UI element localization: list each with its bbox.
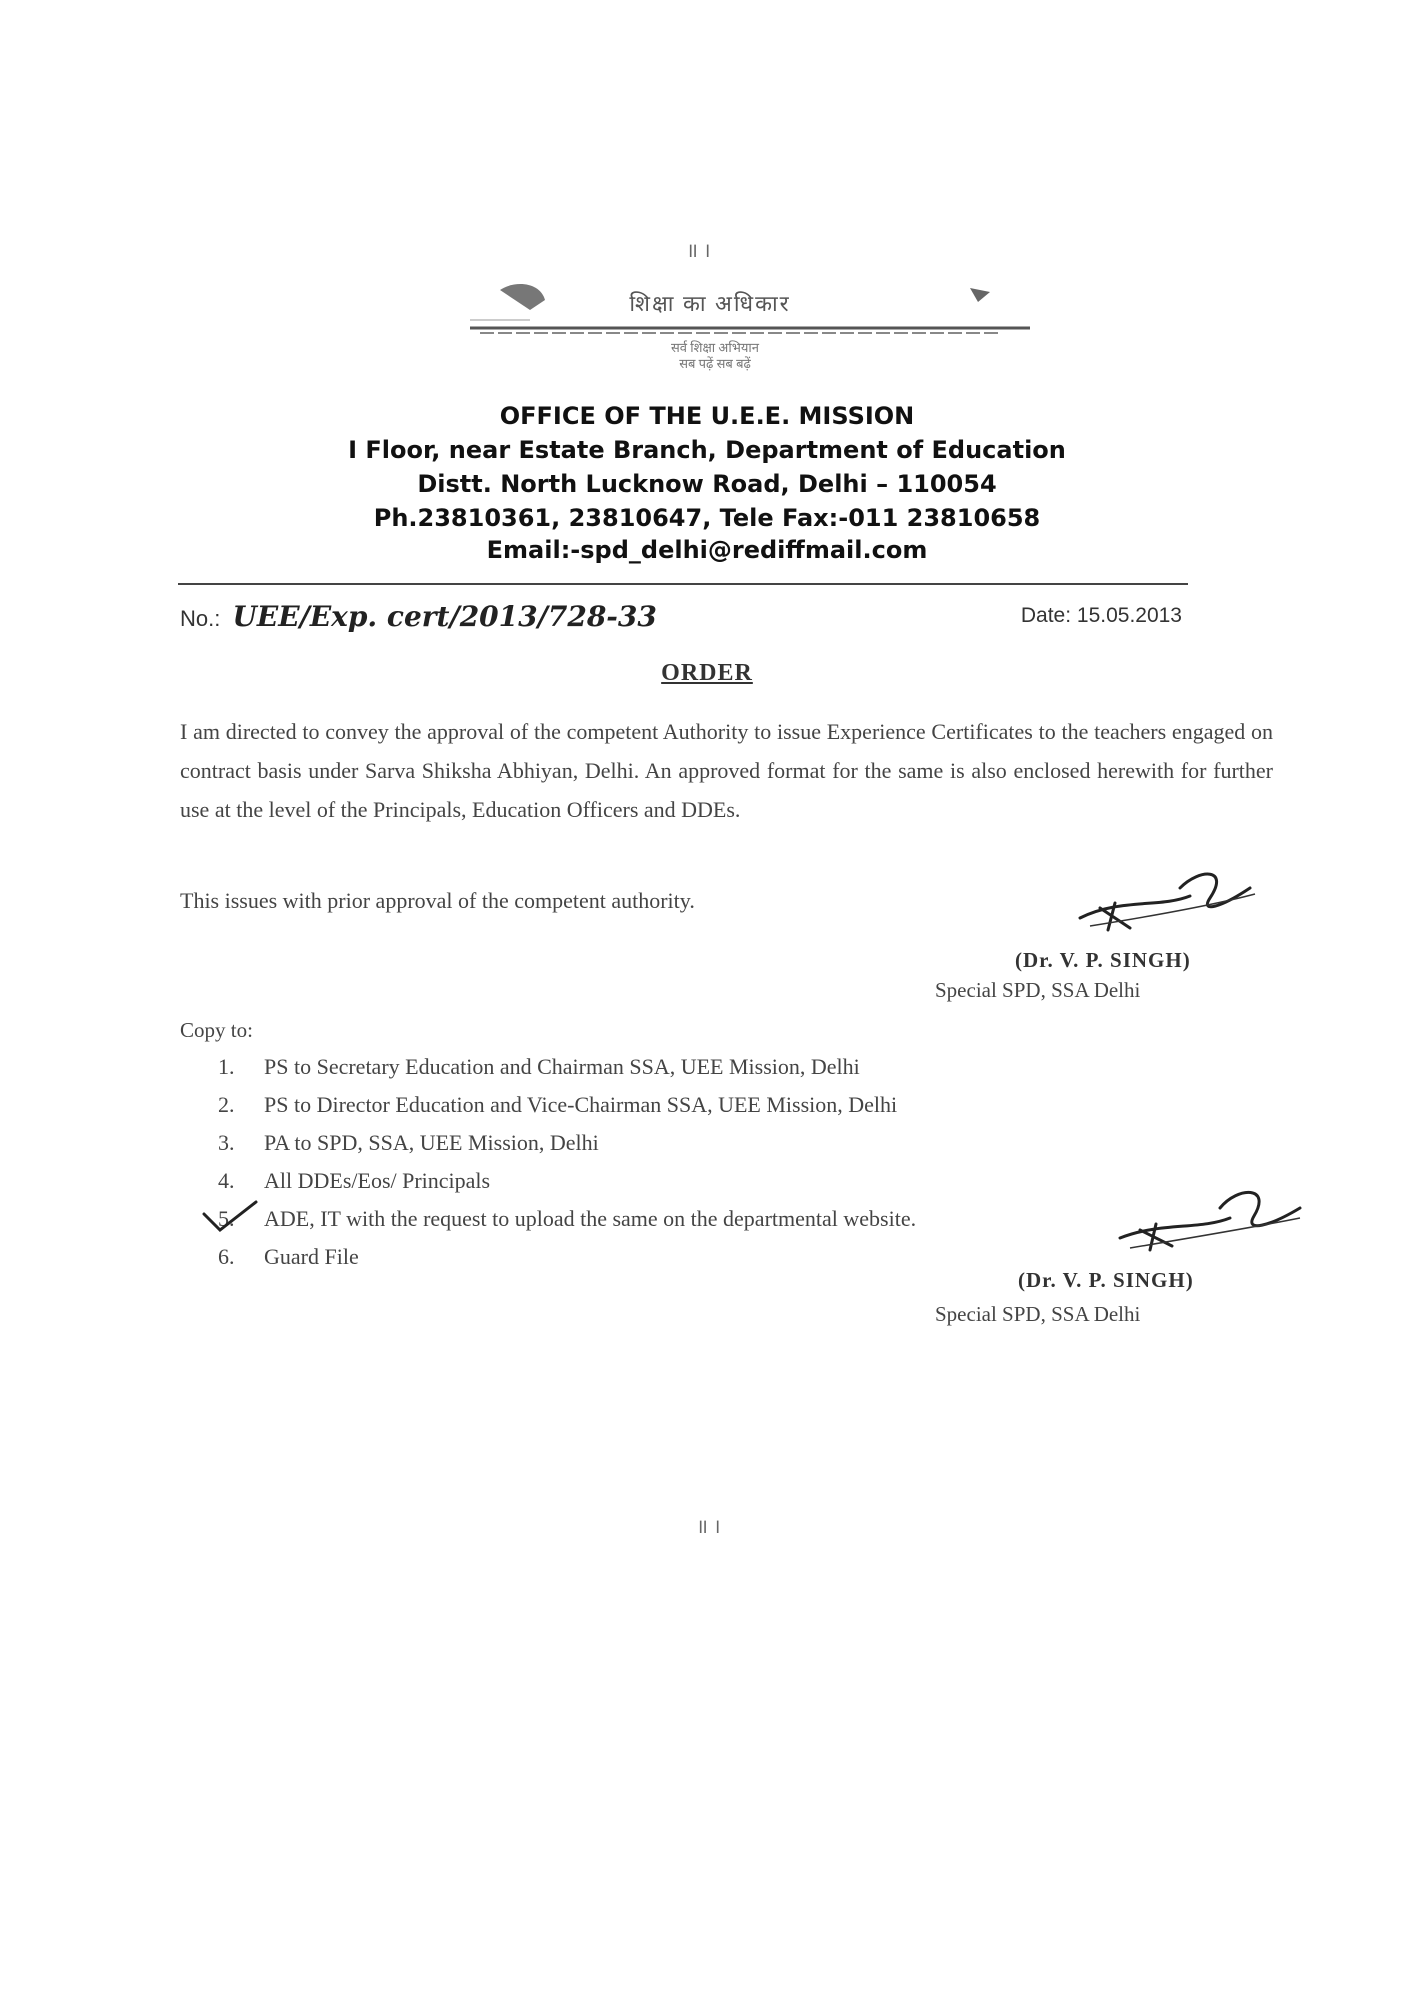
list-item bbox=[218, 1238, 916, 1276]
address-line-1: I Floor, near Estate Branch, Department of Education bbox=[348, 436, 1066, 464]
signature-1-icon bbox=[1060, 858, 1260, 938]
signatory-2-name: (Dr. V. P. SINGH) bbox=[1018, 1268, 1194, 1292]
office-title: OFFICE OF THE U.E.E. MISSION bbox=[499, 402, 915, 430]
ssa-logo bbox=[470, 280, 1030, 380]
list-item bbox=[218, 1162, 916, 1200]
list-item-text: PS to Secretary Education and Chairman SSA, UEE Mission, Delhi bbox=[264, 1054, 860, 1079]
signature-2-icon bbox=[1110, 1178, 1310, 1258]
logo-subline bbox=[600, 340, 830, 372]
checkmark-icon bbox=[200, 1198, 260, 1238]
copy-to-list bbox=[218, 1048, 916, 1276]
order-heading: ORDER bbox=[661, 660, 753, 686]
email-line: Email:-spd_delhi@rediffmail.com bbox=[486, 536, 928, 564]
copy-to-heading: Copy to: bbox=[180, 1018, 253, 1042]
logo-subline-2: सब पढ़ें सब बढ़ें bbox=[679, 356, 751, 371]
list-item-number: 2. bbox=[218, 1092, 235, 1117]
header-divider bbox=[178, 583, 1188, 585]
phone-line: Ph.23810361, 23810647, Tele Fax:-011 23810658 bbox=[373, 504, 1041, 532]
logo-subline-1: सर्व शिक्षा अभियान bbox=[671, 340, 759, 355]
list-item bbox=[218, 1124, 916, 1162]
list-item-text: PS to Director Education and Vice-Chairman SSA, UEE Mission, Delhi bbox=[264, 1092, 898, 1117]
list-item-text: All DDEs/Eos/ Principals bbox=[264, 1168, 491, 1193]
reference-handwritten: UEE/Exp. cert/2013/728-33 bbox=[232, 600, 657, 633]
list-item-number: 3. bbox=[218, 1130, 235, 1155]
reference-number bbox=[180, 600, 657, 633]
scan-mark-top: ॥ । bbox=[686, 240, 711, 262]
list-item-number: 4. bbox=[218, 1168, 235, 1193]
approval-line: This issues with prior approval of the competent authority. bbox=[180, 888, 695, 913]
logo-motto: शिक्षा का अधिकार bbox=[629, 291, 791, 316]
list-item-number: 1. bbox=[218, 1054, 235, 1079]
list-item-text: ADE, IT with the request to upload the same on the departmental website. bbox=[264, 1206, 917, 1231]
list-item bbox=[218, 1086, 916, 1124]
list-item-text: PA to SPD, SSA, UEE Mission, Delhi bbox=[264, 1130, 599, 1155]
list-item-number: 5. bbox=[218, 1206, 235, 1231]
address-line-2: Distt. North Lucknow Road, Delhi – 110054 bbox=[417, 470, 997, 498]
document-date: Date: 15.05.2013 bbox=[1020, 604, 1182, 627]
reference-label: No.: bbox=[180, 606, 221, 631]
signatory-1-name: (Dr. V. P. SINGH) bbox=[1015, 948, 1191, 972]
list-item bbox=[218, 1048, 916, 1086]
order-body: I am directed to convey the approval of the competent Authority to issue Experience Certificates to the teachers engaged on contract basis under Sarva Shiksha Abhiyan, Delhi. An approved format for the same is also enclosed herewith for further use at the level of the Principals, Education Officers and DDEs. bbox=[180, 719, 1273, 822]
list-item-number: 6. bbox=[218, 1244, 235, 1269]
signatory-2-title: Special SPD, SSA Delhi bbox=[935, 1302, 1141, 1326]
list-item bbox=[218, 1200, 916, 1238]
signatory-1-title: Special SPD, SSA Delhi bbox=[935, 978, 1141, 1002]
list-item-text: Guard File bbox=[264, 1244, 359, 1269]
scan-mark-bottom: ॥ । bbox=[696, 1516, 721, 1538]
